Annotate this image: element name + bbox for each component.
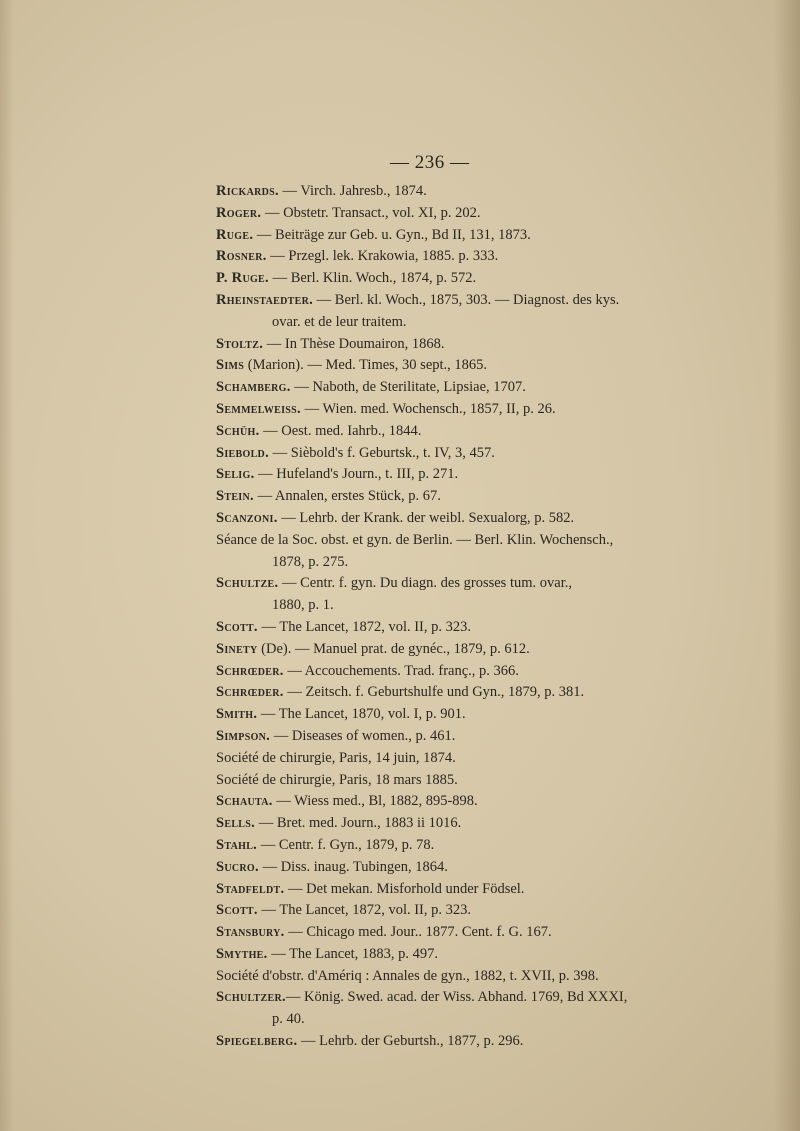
bibliography-entry: [216, 508, 716, 530]
entry-author: Smith.: [216, 706, 258, 723]
bibliography-entry: [216, 443, 716, 465]
entry-reference: — Beiträge zur Geb. u. Gyn., Bd II, 131, 1873.: [253, 226, 531, 243]
entry-reference: — Zeitsch. f. Geburtshulfe und Gyn., 1879, p. 381.: [283, 684, 585, 701]
entry-reference: Société de chirurgie, Paris, 18 mars 1885.: [216, 771, 458, 788]
entry-author: Rheinstaedter.: [216, 291, 314, 308]
entry-author: Schauta.: [216, 793, 273, 810]
entry-author: Schultzer.: [216, 989, 286, 1006]
bibliography-entry: [216, 377, 716, 399]
entry-author: Sinety: [216, 640, 258, 657]
bibliography-entry: [216, 225, 716, 247]
entry-reference: — Berl. kl. Woch., 1875, 303. — Diagnost. des kys.: [313, 291, 620, 308]
entry-reference: — Hufeland's Journ., t. III, p. 271.: [254, 466, 459, 483]
entry-reference: — Wien. med. Wochensch., 1857, II, p. 26.: [300, 400, 556, 417]
entry-author: Schultze.: [216, 575, 279, 592]
entry-reference: — The Lancet, 1870, vol. I, p. 901.: [257, 706, 466, 723]
entry-author: Sims: [216, 357, 245, 374]
entry-reference: — The Lancet, 1872, vol. II, p. 323.: [257, 902, 472, 919]
bibliography-entry: [216, 770, 716, 792]
entry-reference: — Lehrb. der Geburtsh., 1877, p. 296.: [297, 1033, 524, 1050]
entry-author: Selig.: [216, 466, 255, 483]
entry-reference: — Annalen, erstes Stück, p. 67.: [253, 488, 441, 505]
entry-author: Stansbury.: [216, 924, 285, 941]
bibliography-entry: [216, 791, 716, 813]
bibliography-entry: [216, 181, 716, 203]
bibliography-entry: [216, 573, 716, 617]
entry-reference: — Diseases of women., p. 461.: [270, 727, 456, 744]
entry-author: Ruge.: [216, 226, 254, 243]
entry-reference: — Virch. Jahresb., 1874.: [278, 183, 427, 199]
bibliography-entry: [216, 900, 716, 922]
entry-reference: — Diss. inaug. Tubingen, 1864.: [258, 858, 448, 875]
entry-reference: — Lehrb. der Krank. der weibl. Sexualorg, p. 582.: [277, 509, 575, 526]
bibliography-entry: [216, 857, 716, 879]
entry-author: Sucro.: [216, 858, 259, 875]
entry-reference: — Oest. med. Iahrb., 1844.: [259, 422, 422, 439]
entry-reference: — In Thèse Doumairon, 1868.: [263, 335, 445, 352]
bibliography-entry: [216, 530, 716, 574]
entry-author: Sells.: [216, 815, 256, 832]
entry-author: Siebold.: [216, 444, 269, 461]
entry-reference: — König. Swed. acad. der Wiss. Abhand. 1769, Bd XXXI,: [285, 989, 628, 1006]
entry-author: Scanzoni.: [216, 509, 278, 526]
entry-continuation: 1880, p. 1.: [272, 597, 334, 614]
entry-continuation: ovar. et de leur traitem.: [272, 313, 407, 330]
entry-reference: Société d'obstr. d'Amériq : Annales de gyn., 1882, t. XVII, p. 398.: [216, 967, 599, 984]
entry-reference: — The Lancet, 1872, vol. II, p. 323.: [257, 618, 472, 635]
entry-author: Stoltz.: [216, 335, 264, 352]
entry-author: Scott.: [216, 902, 258, 919]
bibliography-entry: [216, 813, 716, 835]
entry-reference: — Sièbold's f. Geburtsk., t. IV, 3, 457.: [269, 444, 495, 461]
entry-author: Stein.: [216, 488, 254, 505]
bibliography-entry: [216, 944, 716, 966]
bibliography-entry: [216, 966, 716, 988]
bibliography-entry: [216, 987, 716, 1031]
entry-reference: — Naboth, de Sterilitate, Lipsiae, 1707.: [290, 379, 526, 396]
entry-author: P. Ruge.: [216, 270, 269, 287]
bibliography-entry: [216, 290, 716, 334]
entry-author: Schrœder.: [216, 662, 284, 679]
bibliography-entry: [216, 334, 716, 356]
page-number: — 236 —: [390, 152, 470, 173]
entry-continuation: p. 40.: [272, 1011, 305, 1028]
entry-reference: — Obstetr. Transact., vol. XI, p. 202.: [261, 204, 481, 221]
bibliography-entry: [216, 922, 716, 944]
entry-reference: — Centr. f. Gyn., 1879, p. 78.: [257, 836, 435, 853]
entry-reference: — Berl. Klin. Woch., 1874, p. 572.: [268, 270, 477, 287]
bibliography-entry: [216, 268, 716, 290]
entry-author: Schamberg.: [216, 379, 291, 396]
entry-reference: (De). — Manuel prat. de gynéc., 1879, p. 612.: [257, 640, 530, 657]
entry-reference: Séance de la Soc. obst. et gyn. de Berlin. — Berl. Klin. Wochensch.,: [216, 531, 614, 548]
bibliography-entry: [216, 661, 716, 683]
entry-author: Roger.: [216, 204, 262, 221]
bibliography-entry: [216, 355, 716, 377]
entry-author: Spiegelberg.: [216, 1033, 298, 1050]
bibliography-entry: [216, 704, 716, 726]
entry-author: Stadfeldt.: [216, 880, 285, 897]
page-edge-right-shadow: [774, 0, 800, 1131]
entry-author: Simpson.: [216, 727, 271, 744]
bibliography-entry: [216, 1031, 716, 1053]
entry-reference: — Accouchements. Trad. franç., p. 366.: [283, 662, 519, 679]
bibliography-entry: [216, 682, 716, 704]
bibliography-entry: [216, 486, 716, 508]
entry-reference: — Chicago med. Jour.. 1877. Cent. f. G. 167.: [284, 924, 552, 941]
entry-author: Rosner.: [216, 248, 267, 265]
bibliography-entry: [216, 617, 716, 639]
entry-reference: — Bret. med. Journ., 1883 ii 1016.: [255, 815, 462, 832]
bibliography-entry: [216, 246, 716, 268]
bibliography-entry: [216, 639, 716, 661]
entry-reference: — Wiess med., Bl, 1882, 895-898.: [272, 793, 478, 810]
entry-reference: Société de chirurgie, Paris, 14 juin, 1874.: [216, 749, 456, 766]
entry-reference: — Przegl. lek. Krakowia, 1885. p. 333.: [266, 248, 499, 265]
entry-author: Schüh.: [216, 422, 260, 439]
entry-author: Semmelweiss.: [216, 400, 301, 417]
entry-author: Rickards.: [216, 183, 279, 199]
entry-reference: — The Lancet, 1883, p. 497.: [267, 945, 439, 962]
entry-author: Scott.: [216, 618, 258, 635]
bibliography-entry: [216, 203, 716, 225]
bibliography-entry: [216, 399, 716, 421]
entry-author: Stahl.: [216, 836, 258, 853]
bibliography-list: [216, 181, 716, 1053]
entry-reference: — Centr. f. gyn. Du diagn. des grosses tum. ovar.,: [278, 575, 572, 592]
entry-reference: — Det mekan. Misforhold under Födsel.: [284, 880, 525, 897]
bibliography-entry: [216, 464, 716, 486]
entry-author: Smythe.: [216, 945, 268, 962]
entry-reference: (Marion). — Med. Times, 30 sept., 1865.: [244, 357, 488, 374]
bibliography-entry: [216, 421, 716, 443]
bibliography-entry: [216, 726, 716, 748]
bibliography-entry: [216, 879, 716, 901]
bibliography-entry: [216, 835, 716, 857]
entry-author: Schrœder.: [216, 684, 284, 701]
entry-continuation: 1878, p. 275.: [272, 553, 349, 570]
page-edge-left-shadow: [0, 0, 14, 1131]
bibliography-entry: [216, 748, 716, 770]
